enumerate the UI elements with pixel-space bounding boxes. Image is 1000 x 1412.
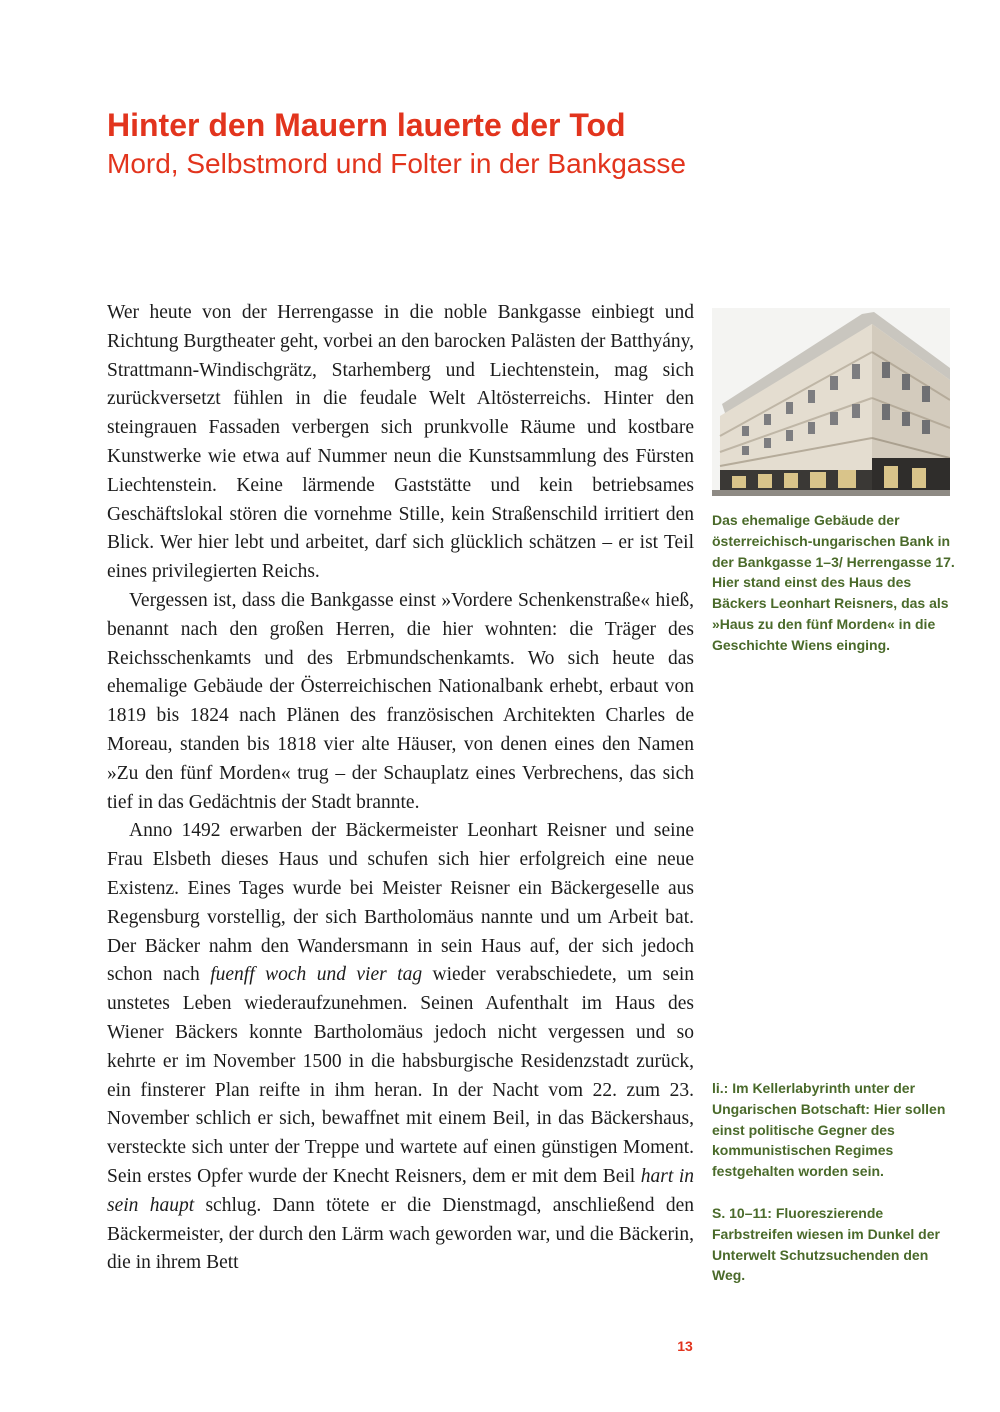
paragraph-3-part-b: wieder verabschiedete, um sein unstetes Leben wiederaufzunehmen. Seinen Aufenthalt im Haus des Wiener Bäckers konnte Bartholomäus jedoch nicht vergessen und so kehrte er im November 1500 in die habsburgische Residenzstadt zurück, ein finsterer Plan reifte in ihm heran. In der Nacht vom 22. zum 23. November schlich er sich, bewaffnet mit einem Beil, in das Bäckershaus, versteckte sich unter der Treppe und wartete auf einen günstigen Moment. Sein erstes Opfer wurde der Knecht Reisners, dem er mit dem Beil: [107, 964, 695, 1187]
building-illustration: [712, 308, 950, 496]
quote-hart-in-sein-haupt: hart in sein haupt: [107, 1165, 694, 1216]
paragraph-3-part-a: Anno 1492 erwarben der Bäckermeister Leonhart Reisner und seine Frau Elsbeth dieses Haus und schufen sich hier erfolgreich eine neue Existenz. Eines Tages wurde bei Meister Reisner ein Bäckergeselle aus Regensburg vorstellig, der sich Bartholomäus nannte und um Arbeit bat. Der Bäcker nahm den Wandersmann in sein Haus auf, der sich jedoch schon nach: [107, 820, 694, 986]
caption-building: Das ehemalige Gebäude der österreichisch-ungarischen Bank in der Bankgasse 1–3/ Herrengasse 17. Hier stand einst des Haus des Bäckers Leonhart Reisners, das als »Haus zu den fünf Morden« in die Geschichte Wiens einging.: [712, 512, 955, 653]
article-body: [107, 299, 694, 1278]
caption-cellar: li.: Im Kellerlabyrinth unter der Ungarischen Botschaft: Hier sollen einst politische Gegner des kommunistischen Regimes festgehalten worden sein.: [712, 1080, 946, 1180]
quote-fuenff-woch: fuenff woch und vier tag: [210, 964, 423, 986]
page-number: 13: [677, 1338, 693, 1354]
page-subtitle: Mord, Selbstmord und Folter in der Bankgasse: [107, 148, 686, 179]
caption-stripes: S. 10–11: Fluoreszierende Farbstreifen wiesen im Dunkel der Unterwelt Schutzsuchenden den Weg.: [712, 1205, 940, 1284]
building-photo: [712, 308, 950, 496]
paragraph-1: Wer heute von der Herrengasse in die noble Bankgasse einbiegt und Richtung Burgtheater geht, vorbei an den barocken Palästen der Batthyány, Strattmann-Windischgrätz, Starhemberg und Liechtenstein, mag sich zurückversetzt fühlen in die feudale Welt Altösterreichs. Hinter den steingrauen Fassaden verbergen sich prunkvolle Räume und kostbare Kunstwerke wie etwa auf Nummer neun die Kunstsammlung des Fürsten Liechtenstein. Keine lärmende Gaststätte und kein betriebsames Geschäftslokal stören die vornehme Stille, kein Straßenschild irritiert den Blick. Wer hier lebt und arbeitet, darf sich glücklich schätzen – er ist Teil eines privilegierten Reichs.: [107, 302, 694, 583]
paragraph-3-part-c: schlug. Dann tötete er die Dienstmagd, anschließend den Bäckermeister, der durch den Lärm wach geworden war, und die Bäckerin, die in ihrem Bett: [107, 1194, 694, 1274]
paragraph-2: Vergessen ist, dass die Bankgasse einst »Vordere Schenkenstraße« hieß, benannt nach den großen Herren, die hier wohnten: die Träger des Reichsschenkamts und des Erbmundschenkamts. Wo sich heute das ehemalige Gebäude der Österreichischen Nationalbank erhebt, erbaut von 1819 bis 1824 nach Plänen des französischen Architekten Charles de Moreau, standen bis 1818 vier alte Häuser, von denen eines den Namen »Zu den fünf Morden« trug – der Schauplatz eines Verbrechens, das sich tief in das Gedächtnis der Stadt brannte.: [107, 589, 694, 813]
page-title: Hinter den Mauern lauerte der Tod: [107, 107, 626, 143]
paragraph-3: [107, 817, 694, 1278]
